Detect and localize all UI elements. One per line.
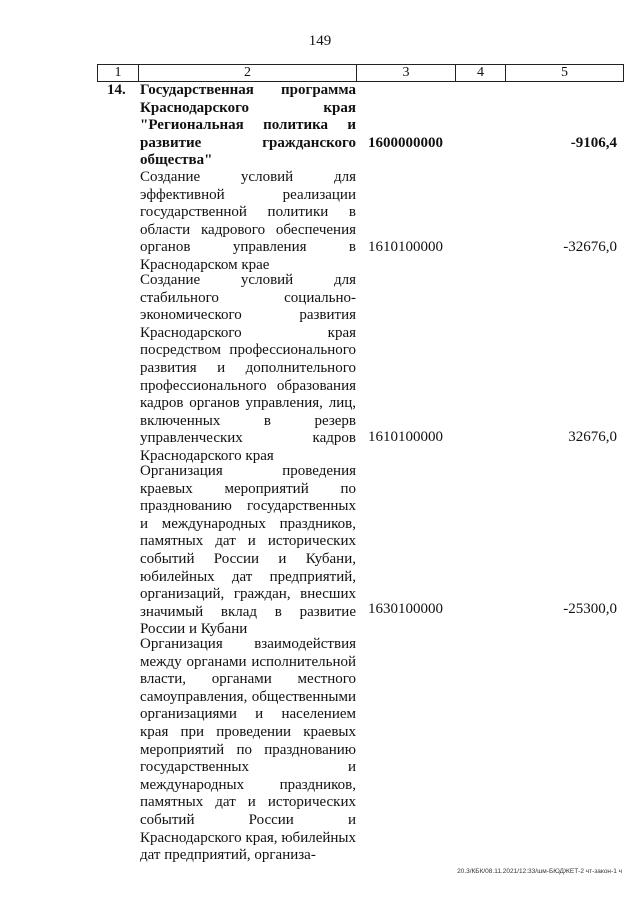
row-description: Организация взаимодействия между органами исполнительной власти, органами местного самоуправления, общественными организациями и населением края при проведении краевых мероприятий по празднованию государственных и международных праздников, памятных дат и исторических событий России и Краснодарского края, юбилейных дат предприятий, организа- bbox=[140, 636, 356, 864]
row-amount: -9106,4 bbox=[570, 135, 617, 151]
document-footer: 20.3/КБК/08.11.2021/12:33/шм-БЮДЖЕТ-2 чт-закон-1 ч bbox=[457, 868, 622, 875]
column-header-1: 1 bbox=[98, 65, 139, 82]
row-description: Создание условий для эффективной реализации государственной политики в области кадрового обеспечения органов управления в Краснодарском крае bbox=[140, 169, 356, 273]
row-code: 1610100000 bbox=[368, 429, 443, 445]
column-header-table bbox=[97, 64, 624, 82]
row-description: Организация проведения краевых мероприятий по празднованию государственных и международных праздников, памятных дат и исторических событий России и Кубани, юбилейных дат предприятий, организаций, граждан, внесших значимый вклад в развитие России и Кубани bbox=[140, 463, 356, 638]
column-header-5: 5 bbox=[506, 65, 624, 82]
row-amount: -32676,0 bbox=[563, 239, 617, 255]
row-amount: -25300,0 bbox=[563, 601, 617, 617]
column-header-4: 4 bbox=[456, 65, 506, 82]
page-number: 149 bbox=[308, 33, 332, 49]
row-amount: 32676,0 bbox=[568, 429, 617, 445]
row-description: Государственная программа Краснодарского края "Региональная политика и развитие гражданского общества" bbox=[140, 82, 356, 169]
row-code: 1630100000 bbox=[368, 601, 443, 617]
column-header-3: 3 bbox=[357, 65, 456, 82]
row-code: 1610100000 bbox=[368, 239, 443, 255]
row-code: 1600000000 bbox=[368, 135, 443, 151]
row-number: 14. bbox=[107, 82, 126, 98]
column-header-2: 2 bbox=[139, 65, 357, 82]
row-description: Создание условий для стабильного социально-экономического развития Краснодарского края посредством профессионального развития и дополнительного профессионального образования кадров органов управления, лиц, включенных в резерв управленческих кадров Краснодарского края bbox=[140, 272, 356, 464]
